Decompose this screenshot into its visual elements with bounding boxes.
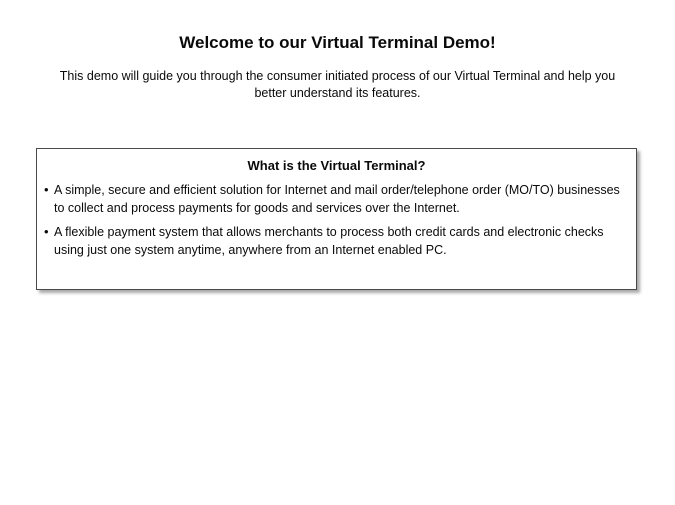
bullet-icon: • bbox=[44, 182, 49, 197]
bullet-icon: • bbox=[44, 224, 49, 239]
list-item-text: A simple, secure and efficient solution for Internet and mail order/telephone order (MO/TO) businesses to collect and process payments for goods and services over the Internet. bbox=[54, 183, 620, 215]
bullet-list bbox=[44, 181, 636, 259]
intro-text: This demo will guide you through the consumer initiated process of our Virtual Terminal and help you better understand its features. bbox=[59, 69, 616, 100]
info-box-title: What is the Virtual Terminal? bbox=[247, 158, 426, 173]
list-item-text: A flexible payment system that allows merchants to process both credit cards and electronic checks using just one system anytime, anywhere from an Internet enabled PC. bbox=[54, 225, 604, 257]
info-box bbox=[36, 148, 637, 290]
list-item bbox=[44, 223, 632, 259]
list-item bbox=[44, 181, 632, 217]
page-title: Welcome to our Virtual Terminal Demo! bbox=[179, 33, 496, 52]
